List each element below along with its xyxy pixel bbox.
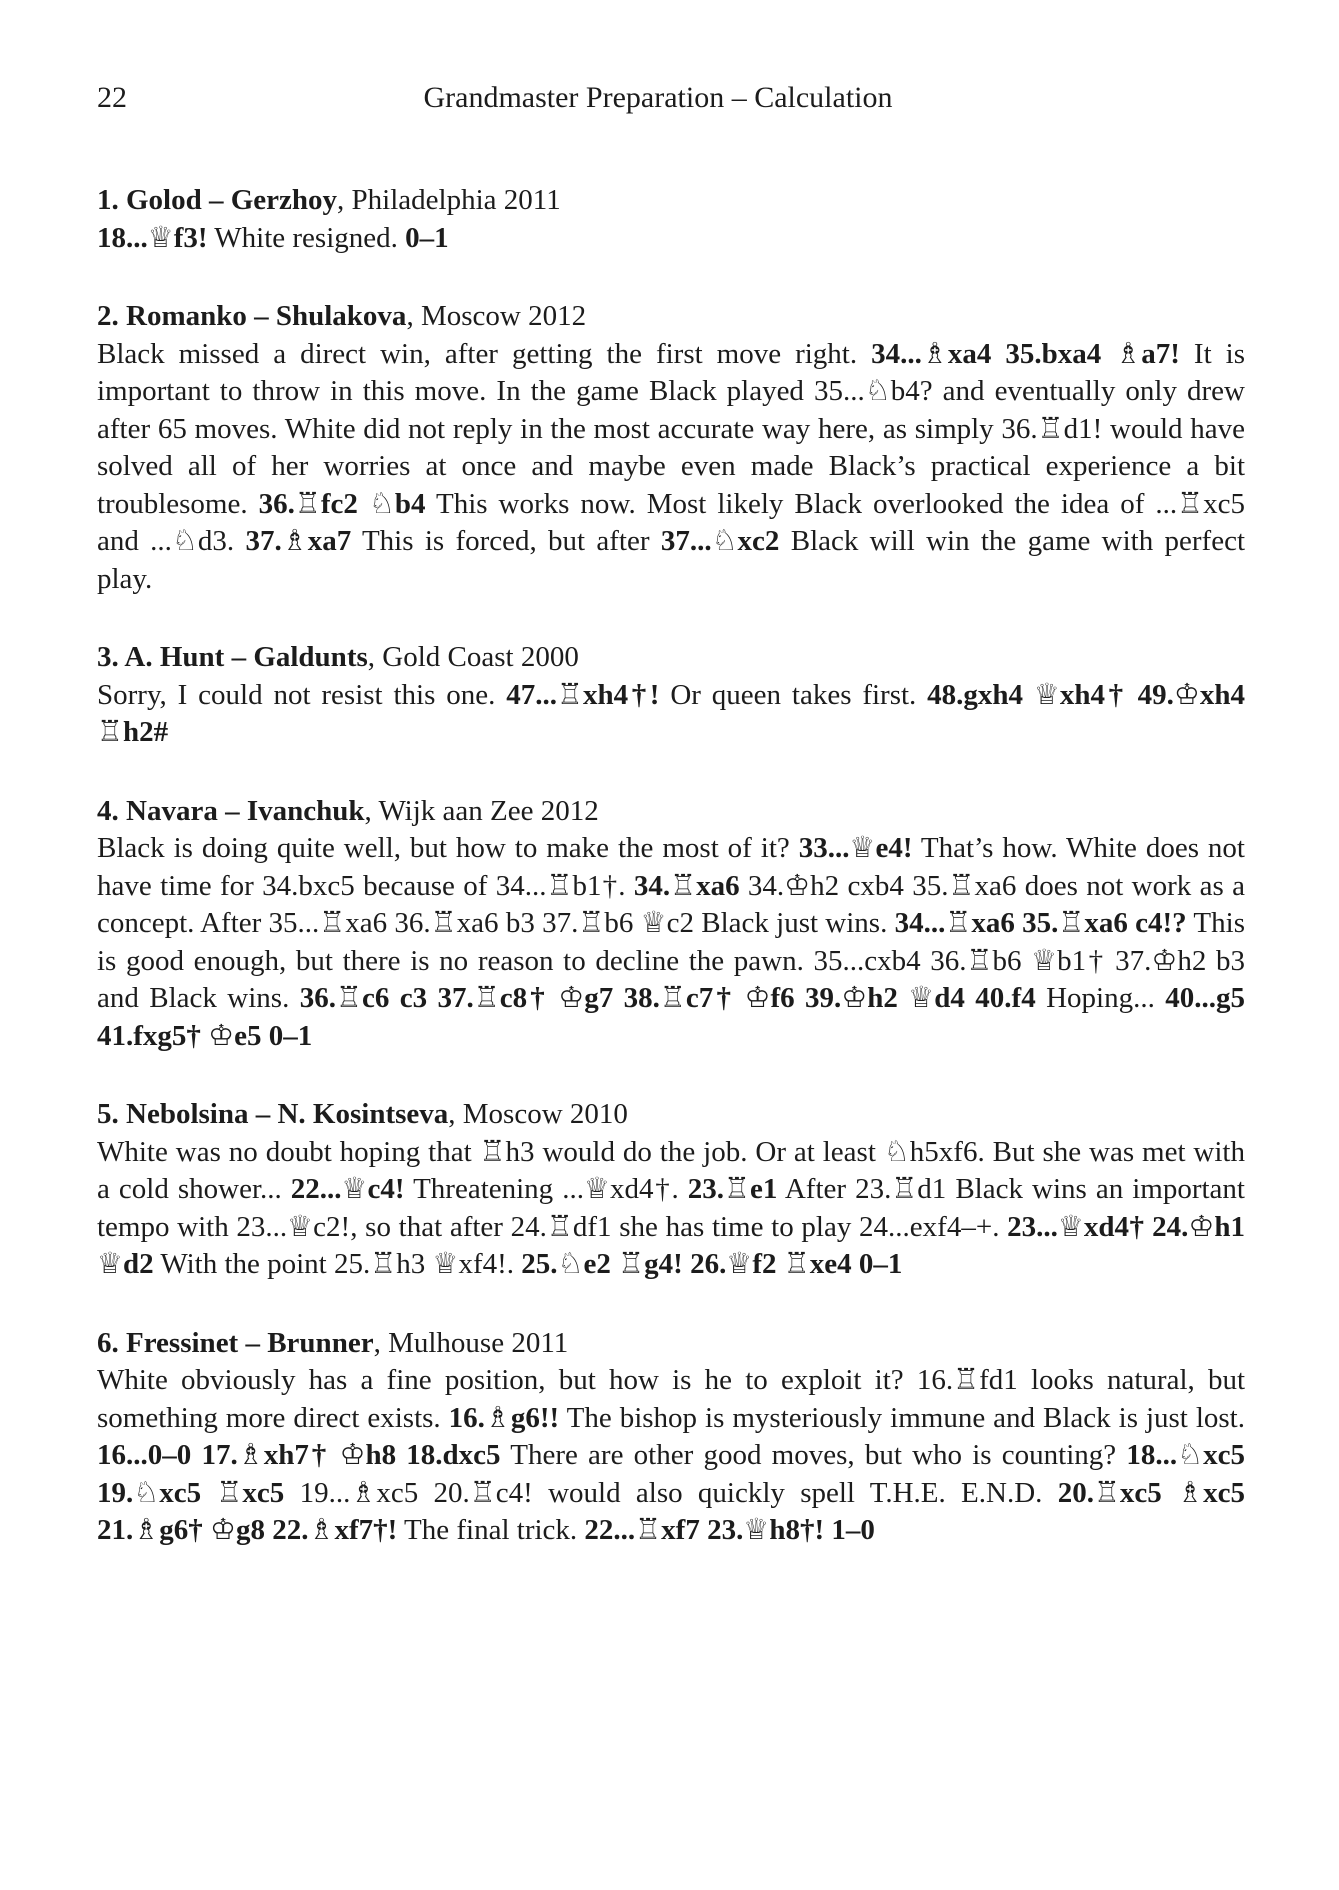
solution-1-text: 18...♕f3! White resigned. 0–1: [97, 221, 449, 254]
solution-6: [97, 1325, 1245, 1550]
solution-3: [97, 639, 1245, 752]
solution-2-text: Black missed a direct win, after getting the first move right. 34...♗xa4 35.bxa4 ♗a7! It is important to throw in this move. In the game Black played 35...♘b4? and eventually only drew after 65 moves. White did not reply in the most accurate way here, as simply 36.♖d1! would have solved all of her worries at once and maybe even made Black’s practical experience a bit troublesome. 36.♖fc2 ♘b4 This works now. Most likely Black overlooked the idea of ...♖xc5 and ...♘d3. 37.♗xa7 This is forced, but after 37...♘xc2 Black will win the game with perfect play.: [97, 337, 1246, 595]
solution-4: [97, 793, 1245, 1056]
solution-2: [97, 298, 1245, 598]
solutions-content: [97, 182, 1245, 1591]
solution-5-heading: 5. Nebolsina – N. Kosintseva, Moscow 2010: [97, 1098, 628, 1130]
solution-4-text: Black is doing quite well, but how to make the most of it? 33...♕e4! That’s how. White does not have time for 34.bxc5 because of 34...♖b1†. 34.♖xa6 34.♔h2 cxb4 35.♖xa6 does not work as a concept. After 35...♖xa6 36.♖xa6 b3 37.♖b6 ♕c2 Black just wins. 34...♖xa6 35.♖xa6 c4!? This is good enough, but there is no reason to decline the pawn. 35...cxb4 36.♖b6 ♕b1† 37.♔h2 b3 and Black wins. 36.♖c6 c3 37.♖c8† ♔g7 38.♖c7† ♔f6 39.♔h2 ♕d4 40.f4 Hoping... 40...g5 41.fxg5† ♔e5 0–1: [97, 832, 1245, 1052]
solution-4-heading: 4. Navara – Ivanchuk, Wijk aan Zee 2012: [97, 794, 599, 827]
solution-1-heading: 1. Golod – Gerzhoy, Philadelphia 2011: [97, 184, 561, 216]
solution-6-heading: 6. Fressinet – Brunner, Mulhouse 2011: [97, 1326, 569, 1359]
running-title: Grandmaster Preparation – Calculation: [423, 81, 893, 114]
solution-1: [97, 182, 1245, 257]
solution-3-text: Sorry, I could not resist this one. 47...♖xh4†! Or queen takes first. 48.gxh4 ♕xh4† 49.♔xh4 ♖h2#: [97, 678, 1245, 748]
solution-2-heading: 2. Romanko – Shulakova, Moscow 2012: [97, 300, 587, 332]
page-number: 22: [97, 81, 127, 114]
solution-5: [97, 1096, 1245, 1284]
solution-5-text: White was no doubt hoping that ♖h3 would do the job. Or at least ♘h5xf6. But she was met with a cold shower... 22...♕c4! Threatening ...♕xd4†. 23.♖e1 After 23.♖d1 Black wins an important tempo with 23...♕c2!, so that after 24.♖df1 she has time to play 24...exf4–+. 23...♕xd4† 24.♔h1 ♕d2 With the point 25.♖h3 ♕xf4!. 25.♘e2 ♖g4! 26.♕f2 ♖xe4 0–1: [97, 1135, 1245, 1280]
solution-3-heading: 3. A. Hunt – Galdunts, Gold Coast 2000: [97, 641, 579, 673]
running-head: [97, 80, 1245, 120]
solution-6-text: White obviously has a fine position, but how is he to exploit it? 16.♖fd1 looks natural, but something more direct exists. 16.♗g6!! The bishop is mysteriously immune and Black is just lost. 16...0–0 17.♗xh7† ♔h8 18.dxc5 There are other good moves, but who is counting? 18...♘xc5 19.♘xc5 ♖xc5 19...♗xc5 20.♖c4! would also quickly spell T.H.E. E.N.D. 20.♖xc5 ♗xc5 21.♗g6† ♔g8 22.♗xf7†! The final trick. 22...♖xf7 23.♕h8†! 1–0: [97, 1364, 1245, 1546]
